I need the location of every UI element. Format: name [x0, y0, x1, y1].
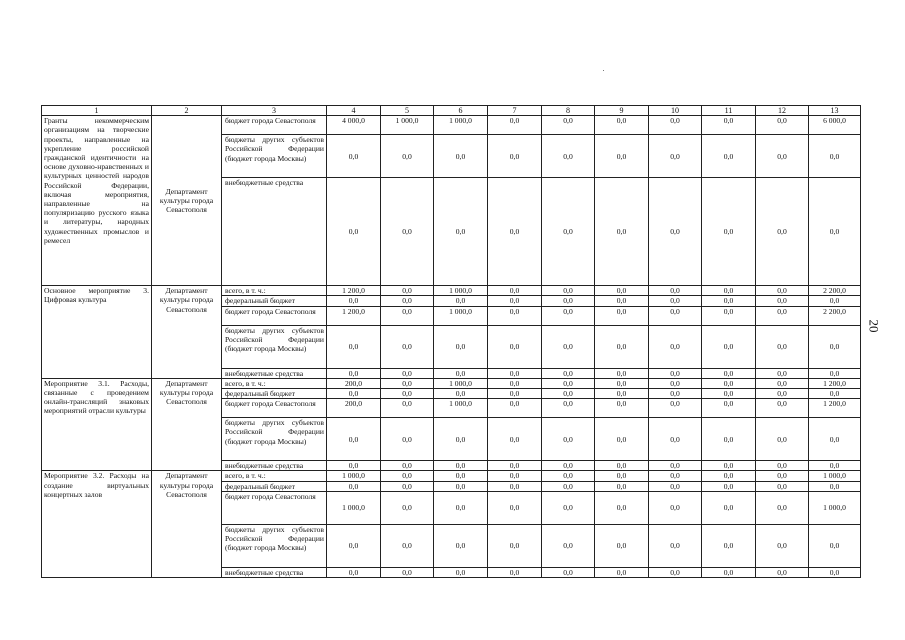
amount-cell-col-10: 0,0 [649, 491, 702, 524]
amount-cell-col-4: 0,0 [327, 389, 381, 399]
table-row [42, 116, 861, 135]
amount-cell-col-5: 0,0 [381, 306, 434, 325]
amount-cell-col-12: 0,0 [756, 481, 809, 491]
amount-cell-col-5: 0,0 [381, 378, 434, 388]
amount-cell-col-11: 0,0 [702, 116, 756, 135]
amount-cell-col-10: 0,0 [649, 389, 702, 399]
scan-artifact-dot [603, 70, 604, 71]
funding-source-cell: всего, в т. ч.: [222, 471, 327, 481]
column-header-13: 13 [809, 106, 861, 116]
amount-cell-col-8: 0,0 [542, 481, 595, 491]
funding-source-cell: бюджеты других субъектов Российской Федерации (бюджет города Москвы) [222, 418, 327, 461]
amount-cell-col-8: 0,0 [542, 461, 595, 471]
amount-cell-col-6: 0,0 [434, 296, 488, 306]
amount-cell-col-12: 0,0 [756, 461, 809, 471]
amount-cell-col-11: 0,0 [702, 481, 756, 491]
amount-cell-col-7: 0,0 [488, 399, 542, 418]
amount-cell-col-8: 0,0 [542, 524, 595, 567]
funding-source-cell: федеральный бюджет [222, 296, 327, 306]
amount-cell-col-8: 0,0 [542, 116, 595, 135]
amount-cell-col-13: 0,0 [809, 418, 861, 461]
column-header-8: 8 [542, 106, 595, 116]
amount-cell-col-5: 0,0 [381, 178, 434, 286]
funding-source-cell: внебюджетные средства [222, 567, 327, 577]
amount-cell-col-8: 0,0 [542, 325, 595, 368]
amount-cell-col-13: 0,0 [809, 325, 861, 368]
amount-cell-col-4: 0,0 [327, 418, 381, 461]
amount-cell-col-5: 0,0 [381, 296, 434, 306]
amount-cell-col-4: 0,0 [327, 178, 381, 286]
column-header-2: 2 [152, 106, 222, 116]
amount-cell-col-11: 0,0 [702, 325, 756, 368]
amount-cell-col-4: 1 200,0 [327, 286, 381, 296]
amount-cell-col-5: 0,0 [381, 325, 434, 368]
amount-cell-col-10: 0,0 [649, 481, 702, 491]
amount-cell-col-4: 1 000,0 [327, 491, 381, 524]
amount-cell-col-9: 0,0 [595, 471, 649, 481]
amount-cell-col-9: 0,0 [595, 296, 649, 306]
amount-cell-col-13: 0,0 [809, 524, 861, 567]
amount-cell-col-10: 0,0 [649, 306, 702, 325]
amount-cell-col-5: 0,0 [381, 461, 434, 471]
amount-cell-col-13: 0,0 [809, 461, 861, 471]
amount-cell-col-13: 6 000,0 [809, 116, 861, 135]
amount-cell-col-10: 0,0 [649, 368, 702, 378]
amount-cell-col-7: 0,0 [488, 116, 542, 135]
amount-cell-col-11: 0,0 [702, 567, 756, 577]
amount-cell-col-12: 0,0 [756, 389, 809, 399]
amount-cell-col-4: 0,0 [327, 524, 381, 567]
amount-cell-col-11: 0,0 [702, 461, 756, 471]
amount-cell-col-10: 0,0 [649, 325, 702, 368]
amount-cell-col-6: 1 000,0 [434, 286, 488, 296]
amount-cell-col-10: 0,0 [649, 461, 702, 471]
amount-cell-col-11: 0,0 [702, 296, 756, 306]
column-header-7: 7 [488, 106, 542, 116]
amount-cell-col-10: 0,0 [649, 116, 702, 135]
amount-cell-col-11: 0,0 [702, 471, 756, 481]
amount-cell-col-8: 0,0 [542, 368, 595, 378]
amount-cell-col-10: 0,0 [649, 135, 702, 178]
column-number-row [42, 106, 861, 116]
amount-cell-col-12: 0,0 [756, 325, 809, 368]
amount-cell-col-6: 0,0 [434, 368, 488, 378]
amount-cell-col-10: 0,0 [649, 399, 702, 418]
amount-cell-col-9: 0,0 [595, 481, 649, 491]
amount-cell-col-7: 0,0 [488, 135, 542, 178]
column-header-1: 1 [42, 106, 152, 116]
amount-cell-col-9: 0,0 [595, 461, 649, 471]
funding-source-cell: бюджеты других субъектов Российской Федерации (бюджет города Москвы) [222, 135, 327, 178]
program-name-cell: Основное мероприятие 3. Цифровая культура [42, 286, 152, 379]
amount-cell-col-7: 0,0 [488, 461, 542, 471]
amount-cell-col-5: 0,0 [381, 368, 434, 378]
amount-cell-col-12: 0,0 [756, 378, 809, 388]
amount-cell-col-7: 0,0 [488, 296, 542, 306]
amount-cell-col-12: 0,0 [756, 399, 809, 418]
department-cell: Департамент культуры города Севастополя [152, 471, 222, 578]
column-header-6: 6 [434, 106, 488, 116]
program-name-cell: Гранты некоммерческим организациям на творческие проекты, направленные на укрепление российской гражданской идентичности на основе духовно-нравственных и культурных ценностей народов Российской Федерации, включая мероприятия, направленные на популяризацию русского языка и литературы, народных художественных промыслов и ремесел [42, 116, 152, 286]
amount-cell-col-7: 0,0 [488, 524, 542, 567]
column-header-9: 9 [595, 106, 649, 116]
funding-source-cell: бюджеты других субъектов Российской Федерации (бюджет города Москвы) [222, 325, 327, 368]
amount-cell-col-5: 0,0 [381, 135, 434, 178]
amount-cell-col-13: 1 000,0 [809, 471, 861, 481]
column-header-10: 10 [649, 106, 702, 116]
amount-cell-col-9: 0,0 [595, 368, 649, 378]
amount-cell-col-10: 0,0 [649, 378, 702, 388]
amount-cell-col-10: 0,0 [649, 286, 702, 296]
amount-cell-col-12: 0,0 [756, 116, 809, 135]
amount-cell-col-9: 0,0 [595, 524, 649, 567]
amount-cell-col-9: 0,0 [595, 325, 649, 368]
column-header-5: 5 [381, 106, 434, 116]
amount-cell-col-12: 0,0 [756, 296, 809, 306]
amount-cell-col-4: 4 000,0 [327, 116, 381, 135]
amount-cell-col-5: 0,0 [381, 567, 434, 577]
amount-cell-col-6: 1 000,0 [434, 378, 488, 388]
amount-cell-col-13: 0,0 [809, 389, 861, 399]
amount-cell-col-9: 0,0 [595, 135, 649, 178]
funding-source-cell: федеральный бюджет [222, 481, 327, 491]
amount-cell-col-6: 0,0 [434, 524, 488, 567]
amount-cell-col-4: 0,0 [327, 461, 381, 471]
amount-cell-col-6: 0,0 [434, 178, 488, 286]
amount-cell-col-12: 0,0 [756, 286, 809, 296]
amount-cell-col-4: 200,0 [327, 399, 381, 418]
amount-cell-col-12: 0,0 [756, 491, 809, 524]
amount-cell-col-13: 0,0 [809, 368, 861, 378]
funding-source-cell: внебюджетные средства [222, 461, 327, 471]
amount-cell-col-11: 0,0 [702, 491, 756, 524]
amount-cell-col-12: 0,0 [756, 178, 809, 286]
amount-cell-col-7: 0,0 [488, 389, 542, 399]
amount-cell-col-7: 0,0 [488, 286, 542, 296]
amount-cell-col-8: 0,0 [542, 135, 595, 178]
amount-cell-col-6: 0,0 [434, 461, 488, 471]
column-header-12: 12 [756, 106, 809, 116]
amount-cell-col-10: 0,0 [649, 471, 702, 481]
amount-cell-col-9: 0,0 [595, 178, 649, 286]
amount-cell-col-8: 0,0 [542, 286, 595, 296]
amount-cell-col-13: 0,0 [809, 178, 861, 286]
amount-cell-col-13: 0,0 [809, 135, 861, 178]
amount-cell-col-12: 0,0 [756, 418, 809, 461]
amount-cell-col-8: 0,0 [542, 418, 595, 461]
amount-cell-col-4: 0,0 [327, 296, 381, 306]
amount-cell-col-10: 0,0 [649, 296, 702, 306]
amount-cell-col-5: 1 000,0 [381, 116, 434, 135]
funding-source-cell: федеральный бюджет [222, 389, 327, 399]
amount-cell-col-9: 0,0 [595, 378, 649, 388]
amount-cell-col-5: 0,0 [381, 399, 434, 418]
amount-cell-col-7: 0,0 [488, 306, 542, 325]
table-row [42, 286, 861, 296]
program-name-cell: Мероприятие 3.2. Расходы на создание виртуальных концертных залов [42, 471, 152, 578]
funding-source-cell: бюджет города Севастополя [222, 399, 327, 418]
amount-cell-col-9: 0,0 [595, 491, 649, 524]
amount-cell-col-9: 0,0 [595, 116, 649, 135]
amount-cell-col-11: 0,0 [702, 306, 756, 325]
department-cell: Департамент культуры города Севастополя [152, 116, 222, 286]
amount-cell-col-11: 0,0 [702, 286, 756, 296]
funding-source-cell: всего, в т. ч.: [222, 378, 327, 388]
amount-cell-col-4: 1 200,0 [327, 306, 381, 325]
amount-cell-col-4: 1 000,0 [327, 471, 381, 481]
amount-cell-col-11: 0,0 [702, 368, 756, 378]
amount-cell-col-11: 0,0 [702, 399, 756, 418]
amount-cell-col-8: 0,0 [542, 567, 595, 577]
amount-cell-col-8: 0,0 [542, 399, 595, 418]
amount-cell-col-5: 0,0 [381, 286, 434, 296]
amount-cell-col-11: 0,0 [702, 418, 756, 461]
amount-cell-col-4: 0,0 [327, 325, 381, 368]
amount-cell-col-7: 0,0 [488, 368, 542, 378]
amount-cell-col-7: 0,0 [488, 471, 542, 481]
amount-cell-col-9: 0,0 [595, 389, 649, 399]
amount-cell-col-12: 0,0 [756, 524, 809, 567]
department-cell: Департамент культуры города Севастополя [152, 378, 222, 471]
amount-cell-col-7: 0,0 [488, 567, 542, 577]
amount-cell-col-8: 0,0 [542, 389, 595, 399]
amount-cell-col-8: 0,0 [542, 306, 595, 325]
amount-cell-col-8: 0,0 [542, 491, 595, 524]
amount-cell-col-6: 1 000,0 [434, 116, 488, 135]
amount-cell-col-5: 0,0 [381, 471, 434, 481]
amount-cell-col-6: 0,0 [434, 481, 488, 491]
amount-cell-col-7: 0,0 [488, 481, 542, 491]
funding-source-cell: всего, в т. ч.: [222, 286, 327, 296]
amount-cell-col-4: 0,0 [327, 481, 381, 491]
amount-cell-col-10: 0,0 [649, 418, 702, 461]
amount-cell-col-9: 0,0 [595, 399, 649, 418]
amount-cell-col-11: 0,0 [702, 524, 756, 567]
amount-cell-col-7: 0,0 [488, 491, 542, 524]
amount-cell-col-8: 0,0 [542, 178, 595, 286]
amount-cell-col-7: 0,0 [488, 325, 542, 368]
amount-cell-col-13: 0,0 [809, 567, 861, 577]
amount-cell-col-5: 0,0 [381, 481, 434, 491]
funding-source-cell: бюджет города Севастополя [222, 491, 327, 524]
amount-cell-col-12: 0,0 [756, 567, 809, 577]
column-header-11: 11 [702, 106, 756, 116]
amount-cell-col-7: 0,0 [488, 378, 542, 388]
department-cell: Департамент культуры города Севастополя [152, 286, 222, 379]
amount-cell-col-9: 0,0 [595, 567, 649, 577]
amount-cell-col-13: 1 200,0 [809, 399, 861, 418]
table-row [42, 378, 861, 388]
amount-cell-col-13: 1 000,0 [809, 491, 861, 524]
amount-cell-col-6: 0,0 [434, 491, 488, 524]
amount-cell-col-5: 0,0 [381, 418, 434, 461]
amount-cell-col-6: 1 000,0 [434, 399, 488, 418]
amount-cell-col-13: 2 200,0 [809, 286, 861, 296]
amount-cell-col-12: 0,0 [756, 368, 809, 378]
budget-table-container [41, 105, 846, 578]
amount-cell-col-5: 0,0 [381, 524, 434, 567]
amount-cell-col-8: 0,0 [542, 471, 595, 481]
amount-cell-col-13: 2 200,0 [809, 306, 861, 325]
amount-cell-col-10: 0,0 [649, 524, 702, 567]
amount-cell-col-4: 0,0 [327, 368, 381, 378]
amount-cell-col-6: 0,0 [434, 471, 488, 481]
amount-cell-col-13: 1 200,0 [809, 378, 861, 388]
funding-source-cell: бюджет города Севастополя [222, 116, 327, 135]
amount-cell-col-13: 0,0 [809, 296, 861, 306]
amount-cell-col-5: 0,0 [381, 491, 434, 524]
amount-cell-col-10: 0,0 [649, 178, 702, 286]
page-number: 20 [866, 319, 882, 333]
amount-cell-col-12: 0,0 [756, 135, 809, 178]
budget-table [41, 105, 861, 578]
amount-cell-col-8: 0,0 [542, 378, 595, 388]
amount-cell-col-11: 0,0 [702, 389, 756, 399]
amount-cell-col-7: 0,0 [488, 418, 542, 461]
amount-cell-col-6: 1 000,0 [434, 306, 488, 325]
amount-cell-col-6: 0,0 [434, 389, 488, 399]
amount-cell-col-6: 0,0 [434, 325, 488, 368]
amount-cell-col-12: 0,0 [756, 471, 809, 481]
amount-cell-col-4: 200,0 [327, 378, 381, 388]
amount-cell-col-13: 0,0 [809, 481, 861, 491]
table-header [42, 106, 861, 116]
amount-cell-col-7: 0,0 [488, 178, 542, 286]
table-row [42, 471, 861, 481]
column-header-3: 3 [222, 106, 327, 116]
amount-cell-col-12: 0,0 [756, 306, 809, 325]
amount-cell-col-6: 0,0 [434, 418, 488, 461]
amount-cell-col-9: 0,0 [595, 286, 649, 296]
amount-cell-col-11: 0,0 [702, 378, 756, 388]
amount-cell-col-9: 0,0 [595, 418, 649, 461]
amount-cell-col-11: 0,0 [702, 178, 756, 286]
funding-source-cell: внебюджетные средства [222, 368, 327, 378]
column-header-4: 4 [327, 106, 381, 116]
table-body [42, 116, 861, 578]
amount-cell-col-6: 0,0 [434, 567, 488, 577]
amount-cell-col-4: 0,0 [327, 135, 381, 178]
amount-cell-col-8: 0,0 [542, 296, 595, 306]
amount-cell-col-5: 0,0 [381, 389, 434, 399]
amount-cell-col-6: 0,0 [434, 135, 488, 178]
funding-source-cell: внебюджетные средства [222, 178, 327, 286]
program-name-cell: Мероприятие 3.1. Расходы, связанные с проведением онлайн-трансляций знаковых мероприятий отрасли культуры [42, 378, 152, 471]
amount-cell-col-11: 0,0 [702, 135, 756, 178]
funding-source-cell: бюджет города Севастополя [222, 306, 327, 325]
funding-source-cell: бюджеты других субъектов Российской Федерации (бюджет города Москвы) [222, 524, 327, 567]
amount-cell-col-4: 0,0 [327, 567, 381, 577]
amount-cell-col-9: 0,0 [595, 306, 649, 325]
amount-cell-col-10: 0,0 [649, 567, 702, 577]
